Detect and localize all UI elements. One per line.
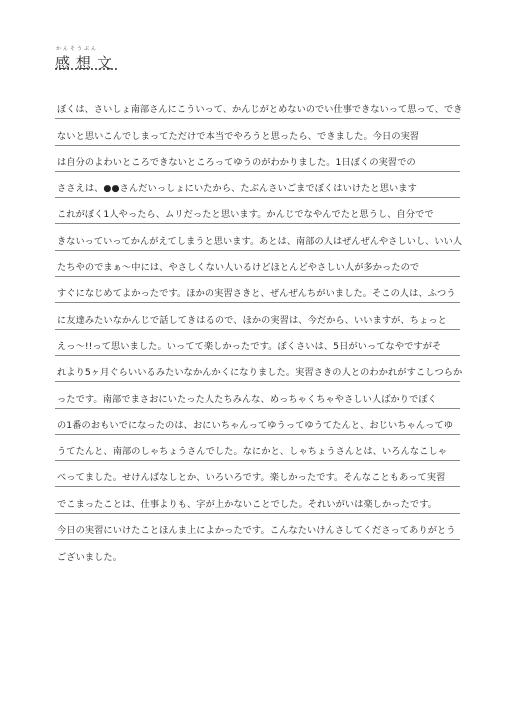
line-text: うてたんと、南部のしゃちょうさんでした。なにかと、しゃちょうさんとは、いろんなこしゃ — [57, 446, 448, 458]
page-title — [55, 52, 118, 73]
line-text: は自分のよわいところできないところってゆうのがわかりました。1日ぼくの実習での — [57, 156, 416, 168]
line-text: ぼくは、さいしょ南部さんにこういって、かんじがとめないのでい仕事できないって思って、でき — [57, 104, 463, 116]
line-text: ございました。 — [57, 552, 123, 564]
handwritten-text-block — [55, 93, 463, 566]
line-text: ないと思いこんでしまってただけで本当でやろうと思ったら、できました。今日の実習 — [57, 130, 420, 142]
text-line — [55, 409, 460, 435]
text-line — [55, 540, 460, 566]
text-line — [55, 146, 460, 172]
text-line — [55, 198, 460, 224]
text-line — [55, 356, 463, 382]
title-ruby: かんそうぶん — [56, 46, 99, 52]
line-text: れより5ヶ月ぐらいいるみたいなかんかくになりました。実習さきの人とのわかれがすこしつらか — [57, 367, 463, 379]
line-text: これがぼく1人やったら、ムリだったと思います。かんじでなやんでたと思うし、自分でで — [57, 209, 434, 221]
line-text: ささえは、●●さんだいっしょにいたから、たぶんさいごまでぼくはいけたと思います — [57, 183, 417, 195]
line-text: 今日の実習にいけたことほんま上によかったです。こんなたいけんさしてくださってありがとう — [57, 525, 456, 537]
line-text: の1番のおもいでになったのは、おにいちゃんってゆうってゆうてたんと、おじいちゃんってゆ — [57, 419, 454, 431]
text-line — [55, 461, 460, 487]
text-line — [55, 330, 460, 356]
text-line — [55, 172, 460, 198]
text-line — [55, 303, 460, 329]
line-text: でこまったことは、仕事よりも、字が上かないことでした。それいがいは楽しかったです。 — [57, 498, 438, 510]
text-line — [55, 251, 460, 277]
line-text: えっ～!!って思いました。いってて楽しかったです。ぼくさいは、5日がいってなやですがそ — [57, 340, 442, 352]
text-line — [55, 119, 460, 145]
text-line — [55, 435, 460, 461]
text-line — [55, 382, 460, 408]
text-line — [55, 514, 460, 540]
text-line — [55, 277, 460, 303]
line-text: に友達みたいなかんじで話してきはるので、ほかの実習は、今だから、いいますが、ちょっと — [57, 314, 447, 326]
line-text: きないっていってかんがえてしまうと思います。あとは、南部の人はぜんぜんやさしいし、いい人 — [57, 235, 463, 247]
line-text: ったです。南部でまさおにいたった人たちみんな、めっちゃくちゃやさしい人ばかりでぼく — [57, 393, 437, 405]
line-text: たちやのでまぁ～中には、やさしくない人いるけどほとんどやさしい人が多かったので — [57, 262, 420, 274]
text-line — [55, 224, 463, 250]
text-line — [55, 487, 460, 513]
page-title-text: 感想文 — [55, 54, 119, 72]
line-text: すぐになじめてよかったです。ほかの実習さきと、ぜんぜんちがいました。そこの人は、ふつう — [57, 288, 456, 300]
text-line — [55, 93, 463, 119]
line-text: べってました。せけんばなしとか、いろいろです。楽しかったです。そんなこともあって実習 — [57, 472, 446, 484]
